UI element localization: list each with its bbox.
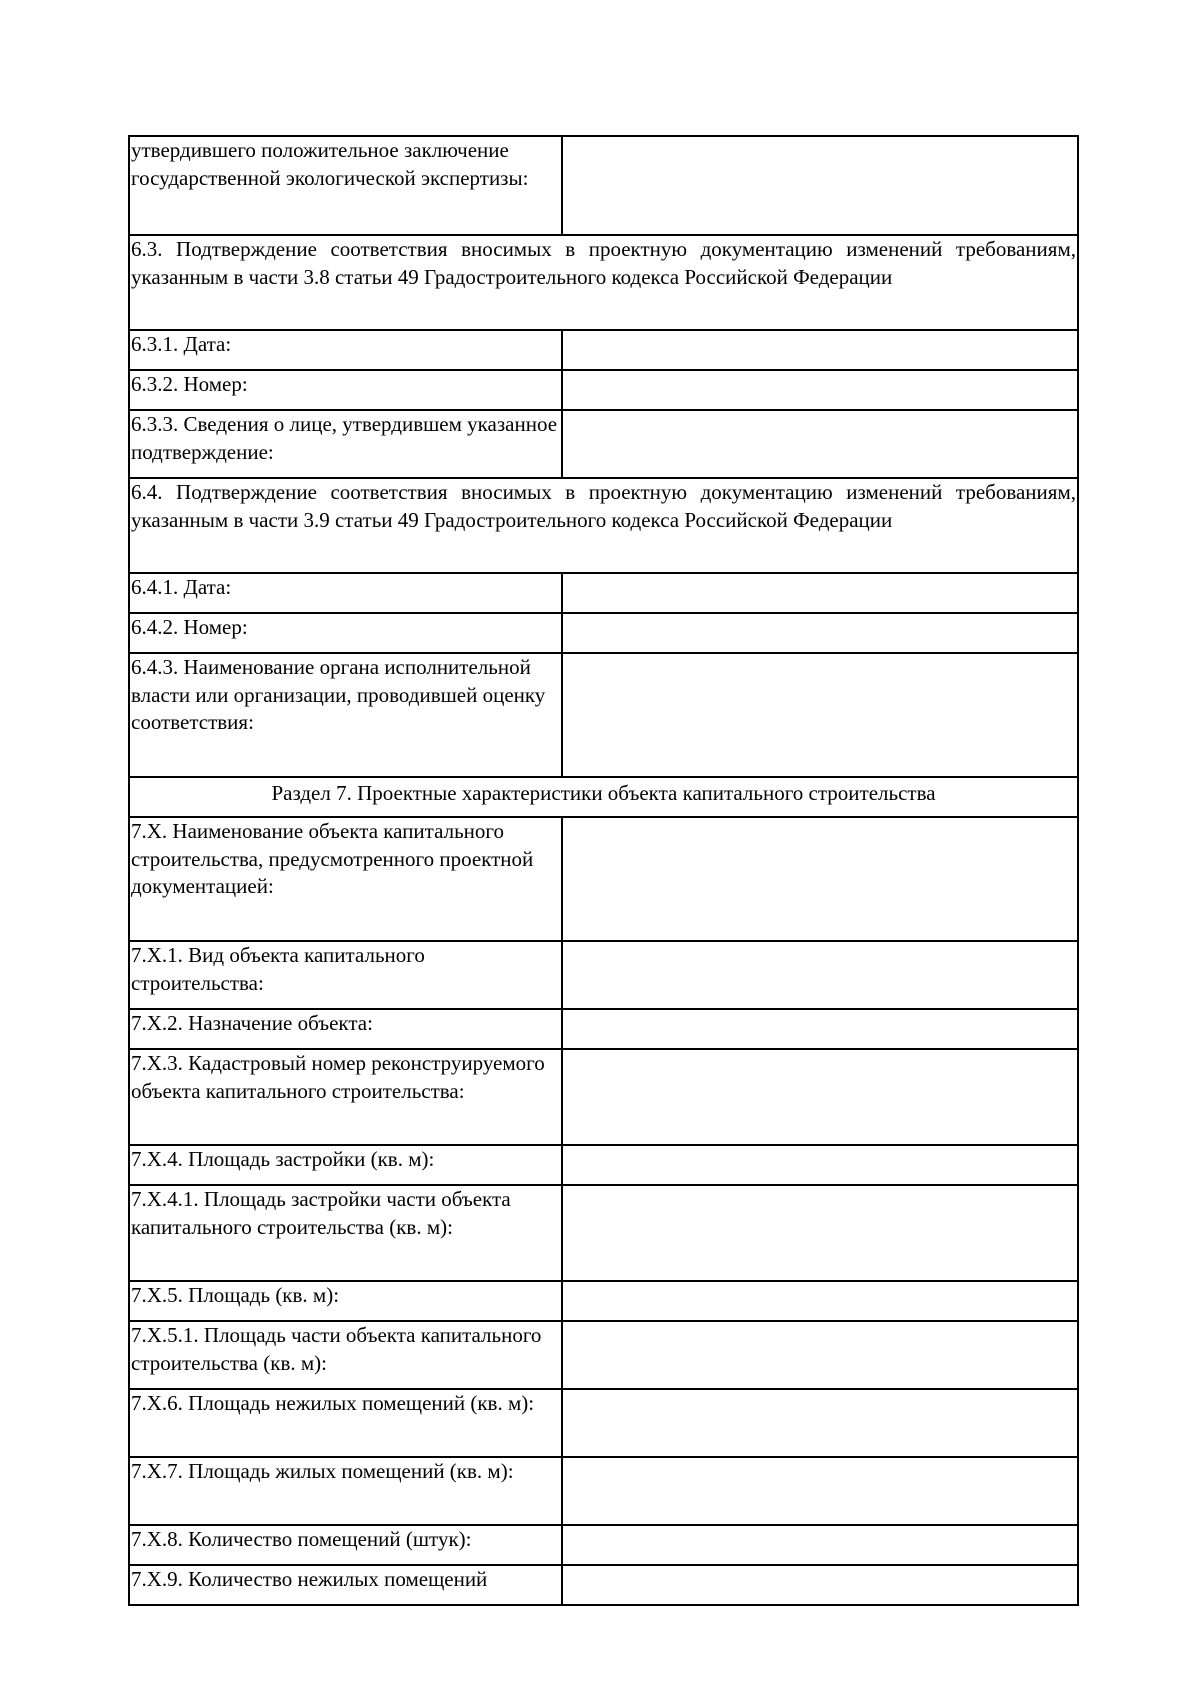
row-label: 7.X.9. Количество нежилых помещений bbox=[129, 1565, 562, 1605]
table-row bbox=[129, 478, 1078, 573]
row-label: 7.X.8. Количество помещений (штук): bbox=[129, 1525, 562, 1565]
row-value[interactable] bbox=[562, 410, 1078, 478]
row-value[interactable] bbox=[562, 1565, 1078, 1605]
row-value[interactable] bbox=[562, 817, 1078, 941]
table-row bbox=[129, 1525, 1078, 1565]
row-label: 6.4.3. Наименование органа исполнительной власти или организации, проводившей оценку соответствия: bbox=[129, 653, 562, 777]
table-row bbox=[129, 941, 1078, 1009]
row-label: 7.X.2. Назначение объекта: bbox=[129, 1009, 562, 1049]
row-label: 7.X.1. Вид объекта капитального строительства: bbox=[129, 941, 562, 1009]
row-label: 6.3.3. Сведения о лице, утвердившем указанное подтверждение: bbox=[129, 410, 562, 478]
table-row bbox=[129, 1145, 1078, 1185]
table-row bbox=[129, 1049, 1078, 1145]
form-table bbox=[128, 135, 1079, 1606]
table-row bbox=[129, 653, 1078, 777]
row-value[interactable] bbox=[562, 1185, 1078, 1281]
table-row bbox=[129, 1009, 1078, 1049]
table-row bbox=[129, 235, 1078, 330]
table-row bbox=[129, 613, 1078, 653]
subsection-heading: 6.3. Подтверждение соответствия вносимых в проектную документацию изменений требованиям, указанным в части 3.8 статьи 49 Градостроительного кодекса Российской Федерации bbox=[129, 235, 1078, 330]
row-label: 6.4.2. Номер: bbox=[129, 613, 562, 653]
row-label: утвердившего положительное заключение государственной экологической экспертизы: bbox=[129, 136, 562, 235]
row-label: 7.X.5.1. Площадь части объекта капитального строительства (кв. м): bbox=[129, 1321, 562, 1389]
row-value[interactable] bbox=[562, 330, 1078, 370]
table-row bbox=[129, 1281, 1078, 1321]
row-value[interactable] bbox=[562, 1145, 1078, 1185]
row-value[interactable] bbox=[562, 653, 1078, 777]
subsection-heading: 6.4. Подтверждение соответствия вносимых в проектную документацию изменений требованиям, указанным в части 3.9 статьи 49 Градостроительного кодекса Российской Федерации bbox=[129, 478, 1078, 573]
row-value[interactable] bbox=[562, 1281, 1078, 1321]
row-value[interactable] bbox=[562, 1049, 1078, 1145]
row-value[interactable] bbox=[562, 1321, 1078, 1389]
row-value[interactable] bbox=[562, 1525, 1078, 1565]
row-label: 7.X.4.1. Площадь застройки части объекта капитального строительства (кв. м): bbox=[129, 1185, 562, 1281]
row-label: 6.3.2. Номер: bbox=[129, 370, 562, 410]
table-row bbox=[129, 817, 1078, 941]
section-heading: Раздел 7. Проектные характеристики объекта капитального строительства bbox=[129, 777, 1078, 817]
row-value[interactable] bbox=[562, 573, 1078, 613]
row-label: 7.X.6. Площадь нежилых помещений (кв. м): bbox=[129, 1389, 562, 1457]
table-row bbox=[129, 1321, 1078, 1389]
table-row bbox=[129, 1389, 1078, 1457]
row-label: 6.4.1. Дата: bbox=[129, 573, 562, 613]
row-label: 7.X.4. Площадь застройки (кв. м): bbox=[129, 1145, 562, 1185]
row-value[interactable] bbox=[562, 613, 1078, 653]
table-row bbox=[129, 370, 1078, 410]
row-label: 7.X.7. Площадь жилых помещений (кв. м): bbox=[129, 1457, 562, 1525]
row-value[interactable] bbox=[562, 136, 1078, 235]
table-row bbox=[129, 410, 1078, 478]
row-value[interactable] bbox=[562, 1389, 1078, 1457]
table-row bbox=[129, 136, 1078, 235]
row-value[interactable] bbox=[562, 1457, 1078, 1525]
row-label: 6.3.1. Дата: bbox=[129, 330, 562, 370]
row-value[interactable] bbox=[562, 1009, 1078, 1049]
table-row bbox=[129, 1565, 1078, 1605]
table-row bbox=[129, 1185, 1078, 1281]
table-row bbox=[129, 777, 1078, 817]
row-label: 7.X.5. Площадь (кв. м): bbox=[129, 1281, 562, 1321]
table-row bbox=[129, 1457, 1078, 1525]
table-row bbox=[129, 573, 1078, 613]
row-label: 7.X. Наименование объекта капитального строительства, предусмотренного проектной документацией: bbox=[129, 817, 562, 941]
row-value[interactable] bbox=[562, 370, 1078, 410]
row-value[interactable] bbox=[562, 941, 1078, 1009]
row-label: 7.X.3. Кадастровый номер реконструируемого объекта капитального строительства: bbox=[129, 1049, 562, 1145]
table-row bbox=[129, 330, 1078, 370]
